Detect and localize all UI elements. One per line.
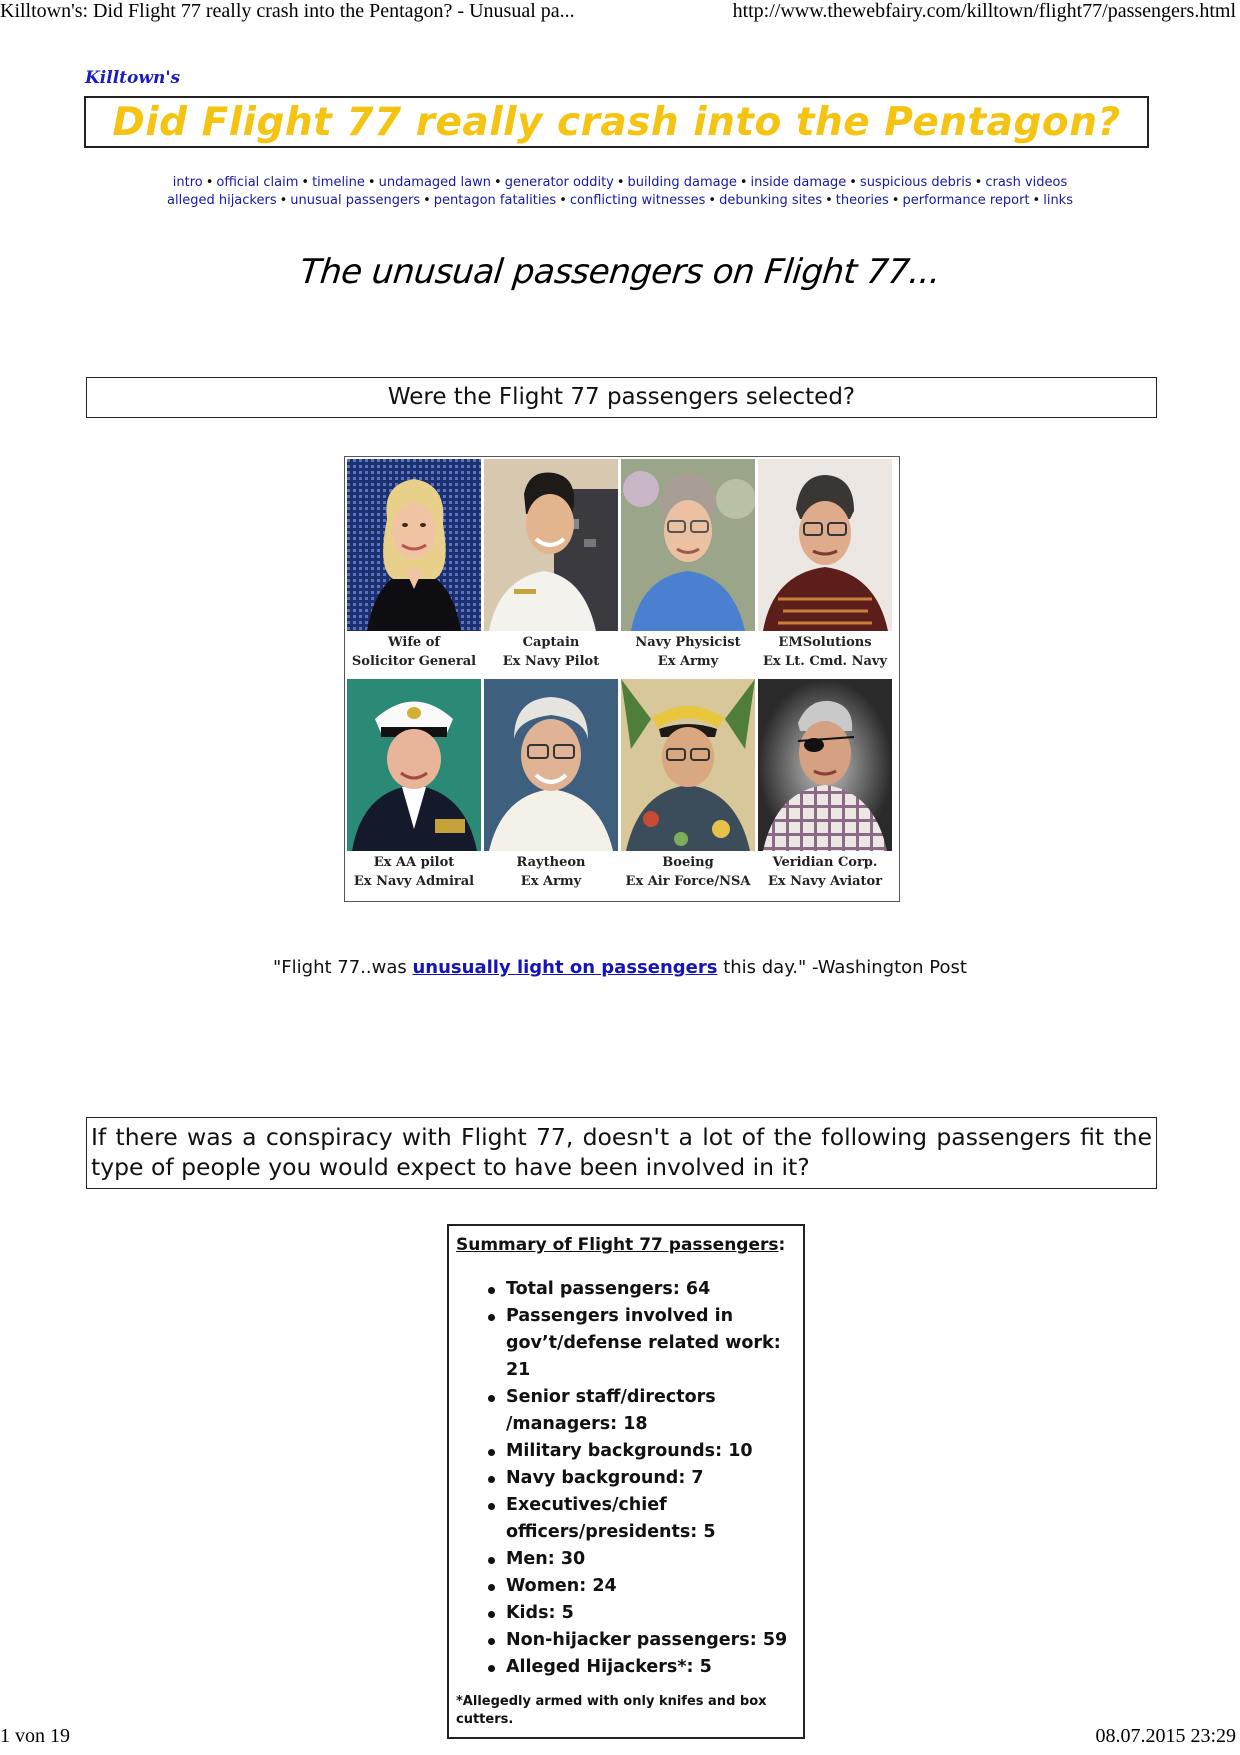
portrait-4 xyxy=(758,459,892,631)
nav-link-suspicious-debris[interactable]: suspicious debris xyxy=(859,175,972,190)
print-header-url: http://www.thewebfairy.com/killtown/flight77/passengers.html xyxy=(732,0,1236,22)
site-brand: Killtown's xyxy=(85,68,181,88)
nav-link-timeline[interactable]: timeline xyxy=(312,175,365,190)
nav-separator: • xyxy=(423,193,431,208)
summary-item: Military backgrounds: 10 xyxy=(506,1438,803,1465)
nav-link-links[interactable]: links xyxy=(1043,193,1073,208)
caption-1: Wife of Solicitor General xyxy=(351,635,477,669)
conspiracy-question-box: If there was a conspiracy with Flight 77, doesn't a lot of the following passengers fit the type of people you would expect to have been involved in it? xyxy=(86,1117,1157,1189)
nav-separator: • xyxy=(849,175,857,190)
nav-link-theories[interactable]: theories xyxy=(835,193,889,208)
portrait-7 xyxy=(621,679,755,851)
nav-link-crash-videos[interactable]: crash videos xyxy=(985,175,1068,190)
summary-item: Senior staff/directors /managers: 18 xyxy=(506,1384,803,1438)
caption-7: Boeing Ex Air Force/NSA xyxy=(625,855,751,889)
nav-link-debunking-sites[interactable]: debunking sites xyxy=(719,193,823,208)
section-heading: The unusual passengers on Flight 77... xyxy=(297,252,943,292)
summary-note: *Allegedly armed with only knifes and box cutters. xyxy=(456,1694,767,1727)
footer-datetime: 08.07.2015 23:29 xyxy=(1095,1725,1236,1747)
footer-page-number: 1 von 19 xyxy=(0,1725,70,1747)
portrait-1 xyxy=(347,459,481,631)
washington-post-quote xyxy=(0,957,1240,978)
nav-row-2 xyxy=(0,192,1240,210)
nav-link-building-damage[interactable]: building damage xyxy=(627,175,737,190)
nav-link-alleged-hijackers[interactable]: alleged hijackers xyxy=(167,193,277,208)
nav-separator: • xyxy=(739,175,748,190)
portrait-2 xyxy=(484,459,618,631)
caption-2: Captain Ex Navy Pilot xyxy=(502,635,600,669)
portrait-3 xyxy=(621,459,755,631)
nav-separator: • xyxy=(279,193,288,208)
summary-list xyxy=(456,1276,803,1681)
quote-text-before: "Flight 77..was xyxy=(273,957,413,978)
print-header-title: Killtown's: Did Flight 77 really crash into the Pentagon? - Unusual pa... xyxy=(0,0,575,22)
caption-5: Ex AA pilot Ex Navy Admiral xyxy=(353,855,475,889)
portrait-5 xyxy=(347,679,481,851)
caption-6: Raytheon Ex Army xyxy=(516,855,586,889)
nav-link-intro[interactable]: intro xyxy=(172,175,203,190)
question-selected-box: Were the Flight 77 passengers selected? xyxy=(86,377,1157,418)
nav-separator: • xyxy=(1032,193,1041,208)
passenger-collage xyxy=(344,456,900,902)
summary-item: Passengers involved in gov’t/defense related work: 21 xyxy=(506,1303,803,1384)
nav-link-unusual-passengers[interactable]: unusual passengers xyxy=(290,193,421,208)
summary-item: Women: 24 xyxy=(506,1573,803,1600)
caption-3: Navy Physicist Ex Army xyxy=(635,635,741,669)
nav-link-inside-damage[interactable]: inside damage xyxy=(750,175,847,190)
nav-link-generator-oddity[interactable]: generator oddity xyxy=(504,175,614,190)
site-title: Did Flight 77 really crash into the Pentagon? xyxy=(112,100,1121,145)
passenger-summary-box xyxy=(447,1224,805,1739)
portrait-8 xyxy=(758,679,892,851)
summary-item: Total passengers: 64 xyxy=(506,1276,803,1303)
nav-separator: • xyxy=(494,175,502,190)
nav-separator: • xyxy=(891,193,900,208)
caption-8: Veridian Corp. Ex Navy Aviator xyxy=(767,855,883,889)
nav-link-undamaged-lawn[interactable]: undamaged lawn xyxy=(378,175,492,190)
nav-link-pentagon-fatalities[interactable]: pentagon fatalities xyxy=(433,193,557,208)
summary-item: Executives/chief officers/presidents: 5 xyxy=(506,1492,803,1546)
nav-separator: • xyxy=(616,175,625,190)
nav-separator: • xyxy=(559,193,567,208)
caption-4: EMSolutions Ex Lt. Cmd. Navy xyxy=(762,635,888,669)
nav-separator: • xyxy=(367,175,376,190)
nav-link-official-claim[interactable]: official claim xyxy=(216,175,299,190)
nav-separator: • xyxy=(825,193,833,208)
nav-link-performance-report[interactable]: performance report xyxy=(902,193,1030,208)
portrait-6 xyxy=(484,679,618,851)
nav-link-conflicting-witnesses[interactable]: conflicting witnesses xyxy=(569,193,706,208)
summary-item: Navy background: 7 xyxy=(506,1465,803,1492)
summary-item: Men: 30 xyxy=(506,1546,803,1573)
summary-item: Non-hijacker passengers: 59 xyxy=(506,1627,803,1654)
summary-item: Alleged Hijackers*: 5 xyxy=(506,1654,803,1681)
nav-separator: • xyxy=(974,175,983,190)
summary-item: Kids: 5 xyxy=(506,1600,803,1627)
nav-row-1 xyxy=(0,174,1240,192)
unusually-light-link[interactable]: unusually light on passengers xyxy=(412,957,718,978)
site-title-box xyxy=(84,96,1149,148)
nav-separator: • xyxy=(301,175,310,190)
nav-separator: • xyxy=(708,193,717,208)
quote-text-after: this day." -Washington Post xyxy=(717,957,967,978)
nav-separator: • xyxy=(205,175,214,190)
summary-heading: Summary of Flight 77 passengers: xyxy=(456,1235,786,1255)
